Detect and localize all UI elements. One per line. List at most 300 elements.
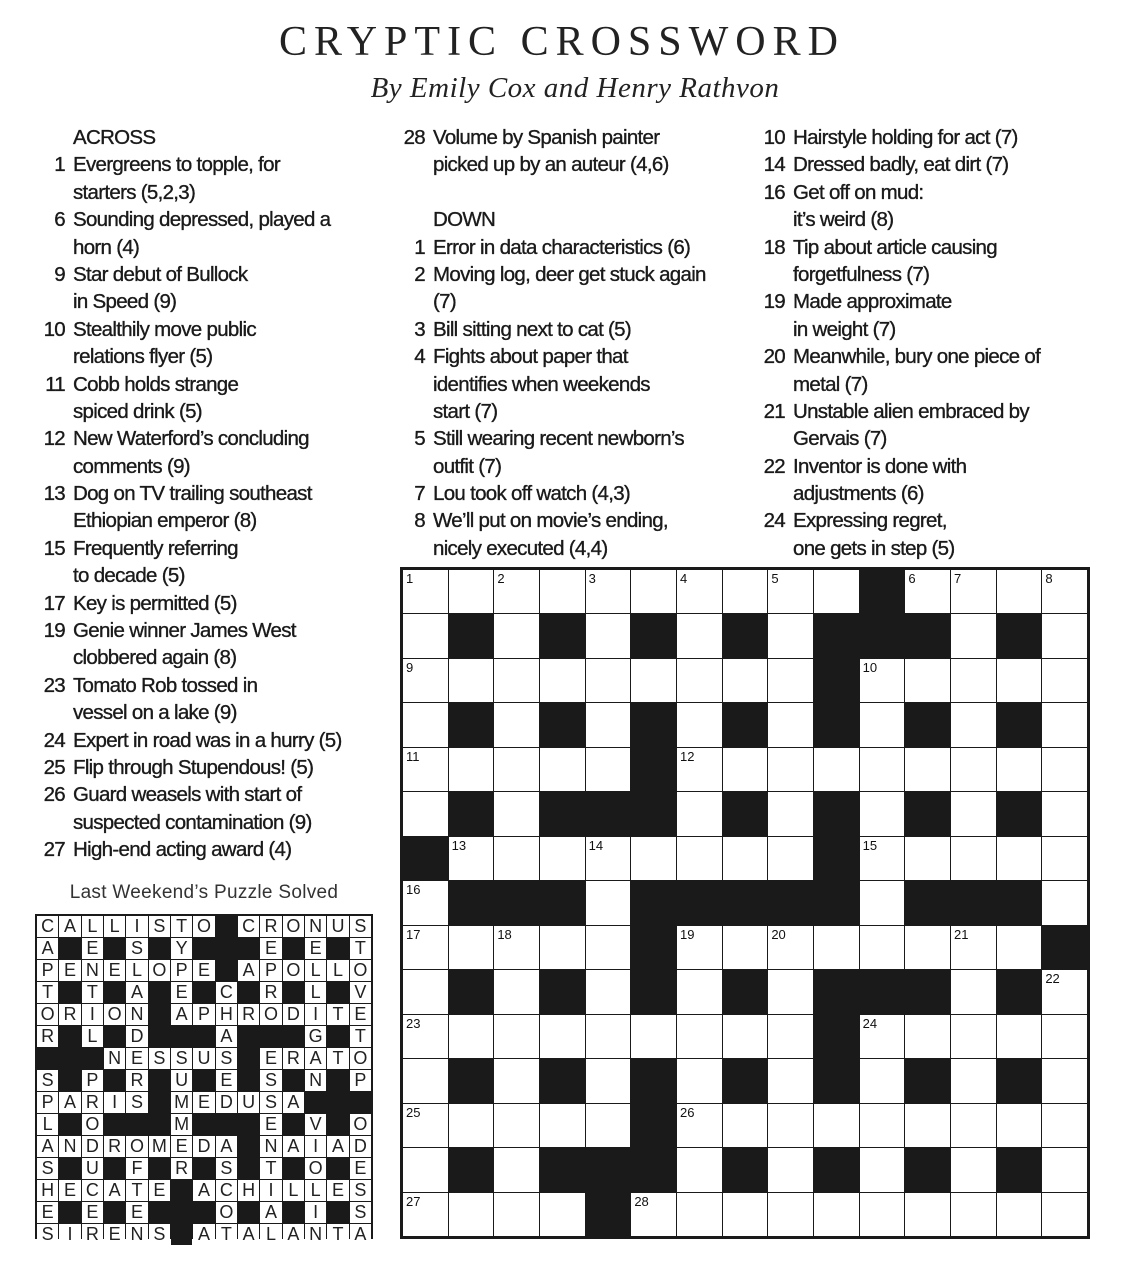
grid-cell[interactable] [723,748,768,791]
clue-across-6-line [35,234,395,261]
solved-block [283,1070,304,1091]
solved-cell: P [171,960,192,981]
grid-cell[interactable] [814,926,859,969]
grid-cell[interactable] [997,1104,1042,1147]
solved-block [238,1026,259,1047]
grid-cell[interactable] [449,1104,494,1147]
grid-cell[interactable] [677,1148,722,1191]
solved-block [283,938,304,959]
solved-cell: L [260,1224,281,1245]
grid-cell[interactable] [997,1015,1042,1058]
solved-cell: P [37,1092,58,1113]
grid-cell[interactable] [449,570,494,613]
solved-cell: S [260,1070,281,1091]
grid-block [997,881,1042,924]
grid-cell[interactable] [677,614,722,657]
grid-cell[interactable] [951,703,996,746]
grid-cell[interactable] [494,748,539,791]
grid-cell[interactable] [631,659,676,702]
solved-block [149,1158,170,1179]
grid-cell[interactable] [494,1104,539,1147]
grid-cell[interactable] [997,1193,1042,1236]
clue-down-22-line [755,453,1115,480]
grid-cell[interactable] [586,703,631,746]
solved-cell: T [327,1224,348,1245]
grid-cell[interactable] [768,659,813,702]
grid-cell[interactable] [768,570,813,613]
grid-block [997,1059,1042,1102]
clue-number: 19 [763,290,785,314]
grid-cell[interactable] [768,1148,813,1191]
grid-cell[interactable] [814,570,859,613]
grid-block [1042,926,1087,969]
clue-number: 16 [763,180,785,204]
solved-cell: O [305,1158,326,1179]
solved-block [327,1092,348,1113]
grid-cell[interactable] [540,659,585,702]
clue-text: Volume by Spanish painter [433,126,660,149]
grid-cell[interactable] [494,570,539,613]
grid-cell[interactable] [905,570,950,613]
grid-cell[interactable] [677,837,722,880]
grid-cell[interactable] [494,1059,539,1102]
solved-cell: L [104,916,125,937]
clue-section-line [35,124,395,151]
grid-cell[interactable] [631,837,676,880]
grid-cell[interactable] [951,926,996,969]
grid-cell[interactable] [403,614,448,657]
grid-cell[interactable] [494,792,539,835]
clue-text: Key is permitted (5) [73,591,237,615]
clue-text: Expressing regret, [793,509,947,533]
grid-cell[interactable] [677,970,722,1013]
grid-cell[interactable] [768,1015,813,1058]
clue-text: identifies when weekends [433,372,650,396]
grid-cell[interactable] [1042,1193,1087,1236]
grid-cell[interactable] [677,659,722,702]
clue-text: clobbered again (8) [73,646,237,670]
clue-number: 2 [414,262,425,286]
clue-text: Moving log, deer get stuck again [433,262,706,286]
grid-cell[interactable] [814,1104,859,1147]
solved-cell: R [37,1026,58,1047]
grid-cell[interactable] [951,1059,996,1102]
grid-cell[interactable] [860,881,905,924]
grid-block [631,970,676,1013]
grid-cell[interactable] [540,748,585,791]
grid-cell[interactable] [1042,1059,1087,1102]
solved-cell: O [350,1114,371,1135]
grid-cell[interactable] [494,970,539,1013]
grid-block [723,792,768,835]
grid-cell[interactable] [951,659,996,702]
clue-number: 19 [43,619,65,643]
clue-number: 1 [54,153,65,177]
clue-text: forgetfulness (7) [793,262,930,286]
grid-cell[interactable] [768,837,813,880]
solved-cell: S [37,1070,58,1091]
grid-block [631,792,676,835]
solved-cell: S [126,938,147,959]
grid-cell[interactable] [586,1104,631,1147]
grid-cell[interactable] [1042,970,1087,1013]
grid-block [814,837,859,880]
solved-block [216,916,237,937]
grid-block [997,1148,1042,1191]
grid-cell[interactable] [723,1193,768,1236]
grid-cell[interactable] [540,1193,585,1236]
solved-cell: A [283,1224,304,1245]
solved-cell: E [59,960,80,981]
clue-across-1-line [35,151,395,178]
clue-number: 1 [414,235,425,259]
cell-number: 26 [680,1104,695,1120]
clue-text: Star debut of Bullock [73,262,248,286]
solved-cell: E [260,1048,281,1069]
clue-text: Expert in road was in a hurry (5) [73,728,342,752]
grid-cell[interactable] [494,1193,539,1236]
grid-block [494,881,539,924]
grid-cell[interactable] [997,748,1042,791]
clue-across-26-line [35,809,395,836]
clue-text: Ethiopian emperor (8) [73,509,257,533]
clue-text: Genie winner James West [73,619,296,643]
solved-cell: N [126,1224,147,1245]
clue-number: 12 [43,427,65,451]
grid-cell[interactable] [997,837,1042,880]
clue-down-18-line [755,234,1115,261]
solved-cell: A [126,982,147,1003]
grid-cell[interactable] [905,1104,950,1147]
grid-block [814,1148,859,1191]
grid-cell[interactable] [586,570,631,613]
clue-text: Dressed badly, eat dirt (7) [793,153,1009,177]
grid-block [814,703,859,746]
solved-block [104,1026,125,1047]
grid-cell[interactable] [494,1148,539,1191]
grid-cell[interactable] [951,792,996,835]
grid-cell[interactable] [951,970,996,1013]
grid-cell[interactable] [723,659,768,702]
grid-cell[interactable] [403,1193,448,1236]
cell-number: 18 [497,926,512,942]
grid-cell[interactable] [403,703,448,746]
grid-cell[interactable] [677,1104,722,1147]
grid-cell[interactable] [1042,1148,1087,1191]
grid-cell[interactable] [814,748,859,791]
grid-cell[interactable] [1042,792,1087,835]
grid-cell[interactable] [677,1015,722,1058]
grid-cell[interactable] [768,748,813,791]
cell-number: 21 [954,926,969,942]
grid-cell[interactable] [768,1059,813,1102]
clue-down-2-line [395,261,755,288]
grid-cell[interactable] [449,1193,494,1236]
clue-across-12-line [35,425,395,452]
solved-block [104,938,125,959]
solved-block [238,1136,259,1157]
grid-cell[interactable] [951,837,996,880]
solved-cell: T [171,916,192,937]
grid-cell[interactable] [586,1015,631,1058]
solved-block [327,1202,348,1223]
grid-cell[interactable] [677,926,722,969]
clue-text: (7) [433,290,456,314]
solved-cell: S [260,1092,281,1113]
grid-cell[interactable] [1042,881,1087,924]
clue-down-2-line [395,288,755,315]
grid-block [631,1059,676,1102]
grid-cell[interactable] [677,1059,722,1102]
grid-cell[interactable] [860,1015,905,1058]
solved-cell: U [193,1048,214,1069]
cell-number: 16 [406,882,421,898]
solved-cell: E [104,960,125,981]
grid-cell[interactable] [768,970,813,1013]
grid-cell[interactable] [494,614,539,657]
grid-cell[interactable] [494,837,539,880]
grid-block [449,792,494,835]
clue-number: 22 [763,454,785,478]
cell-number: 15 [862,837,878,853]
solved-cell: S [149,1048,170,1069]
grid-block [723,703,768,746]
grid-cell[interactable] [449,837,494,880]
clue-number: 24 [763,509,785,533]
grid-cell[interactable] [403,1148,448,1191]
grid-cell[interactable] [1042,659,1087,702]
solved-block [149,938,170,959]
solved-cell: O [193,916,214,937]
grid-cell[interactable] [494,659,539,702]
grid-cell[interactable] [403,1104,448,1147]
solved-cell: E [126,1048,147,1069]
clue-across-11-line [35,398,395,425]
grid-cell[interactable] [449,926,494,969]
solved-cell: H [238,1180,259,1201]
solved-cell: T [327,1004,348,1025]
grid-cell[interactable] [677,748,722,791]
grid-cell[interactable] [1042,1015,1087,1058]
clue-across-13-line [35,480,395,507]
grid-cell[interactable] [768,1104,813,1147]
grid-cell[interactable] [860,748,905,791]
grid-cell[interactable] [586,970,631,1013]
solved-cell: E [350,1004,371,1025]
solved-cell: T [82,982,103,1003]
grid-cell[interactable] [814,1193,859,1236]
solved-block [59,1070,80,1091]
clue-text: We’ll put on movie’s ending, [433,509,668,533]
grid-cell[interactable] [540,926,585,969]
grid-cell[interactable] [403,881,448,924]
grid-cell[interactable] [1042,570,1087,613]
grid-block [905,1059,950,1102]
grid-cell[interactable] [723,1104,768,1147]
grid-cell[interactable] [860,1059,905,1102]
grid-cell[interactable] [951,748,996,791]
grid-cell[interactable] [768,792,813,835]
grid-cell[interactable] [403,748,448,791]
clue-down-4-line [395,343,755,370]
grid-cell[interactable] [997,570,1042,613]
grid-cell[interactable] [449,1015,494,1058]
solved-block [149,1070,170,1091]
grid-cell[interactable] [723,837,768,880]
grid-cell[interactable] [768,614,813,657]
solved-cell: L [37,1114,58,1135]
grid-cell[interactable] [905,1193,950,1236]
grid-cell[interactable] [586,659,631,702]
grid-cell[interactable] [449,748,494,791]
clue-text: Meanwhile, bury one piece of [793,345,1041,369]
grid-cell[interactable] [677,792,722,835]
grid-cell[interactable] [403,659,448,702]
grid-cell[interactable] [540,570,585,613]
solved-block [104,982,125,1003]
solved-cell: E [171,982,192,1003]
solved-block [193,1202,214,1223]
grid-cell[interactable] [905,926,950,969]
grid-cell[interactable] [403,970,448,1013]
clue-number: 10 [43,317,65,341]
solved-block [193,1158,214,1179]
grid-cell[interactable] [677,703,722,746]
grid-cell[interactable] [723,1015,768,1058]
grid-cell[interactable] [905,748,950,791]
grid-cell[interactable] [586,881,631,924]
grid-cell[interactable] [997,659,1042,702]
grid-cell[interactable] [860,1104,905,1147]
grid-cell[interactable] [540,1104,585,1147]
cell-number: 19 [680,926,695,942]
clue-text: Hairstyle holding for act (7) [793,126,1018,149]
grid-cell[interactable] [723,926,768,969]
cell-number: 22 [1045,971,1060,987]
grid-cell[interactable] [586,614,631,657]
clue-across-12-line [35,453,395,480]
solved-cell: A [59,1092,80,1113]
clue-across-28-line [395,151,755,178]
clue-down-8-line [395,535,755,562]
solved-cell: U [82,1158,103,1179]
grid-cell[interactable] [586,926,631,969]
solved-block [171,1026,192,1047]
cell-number: 3 [588,571,596,586]
solved-cell: E [37,1202,58,1223]
grid-cell[interactable] [403,926,448,969]
last-weekend-solved-grid [35,914,373,1244]
grid-cell[interactable] [449,659,494,702]
grid-cell[interactable] [494,1015,539,1058]
grid-block [631,703,676,746]
solved-cell: S [216,1158,237,1179]
grid-cell[interactable] [860,837,905,880]
grid-cell[interactable] [860,1148,905,1191]
grid-cell[interactable] [1042,748,1087,791]
grid-cell[interactable] [540,1015,585,1058]
grid-cell[interactable] [494,926,539,969]
solved-block [104,1070,125,1091]
grid-cell[interactable] [1042,614,1087,657]
grid-cell[interactable] [586,837,631,880]
grid-cell[interactable] [951,1015,996,1058]
section-heading: ACROSS [73,126,156,149]
grid-block [860,614,905,657]
grid-cell[interactable] [768,1193,813,1236]
grid-cell[interactable] [951,614,996,657]
clue-text: suspected contamination (9) [73,810,312,834]
grid-block [905,792,950,835]
grid-cell[interactable] [951,570,996,613]
grid-block [586,1148,631,1191]
grid-cell[interactable] [860,1193,905,1236]
grid-cell[interactable] [768,926,813,969]
solved-block [149,1202,170,1223]
clue-down-21-line [755,425,1115,452]
solved-cell: E [216,1070,237,1091]
solved-block [59,1202,80,1223]
grid-cell[interactable] [677,570,722,613]
grid-cell[interactable] [951,1104,996,1147]
grid-cell[interactable] [768,703,813,746]
clue-text: outfit (7) [433,454,502,478]
grid-cell[interactable] [860,659,905,702]
cell-number: 20 [771,926,786,942]
grid-cell[interactable] [997,926,1042,969]
grid-cell[interactable] [951,1148,996,1191]
clue-text: it’s weird (8) [793,208,894,232]
clue-number: 20 [763,345,785,369]
clue-text: to decade (5) [73,564,185,588]
grid-cell[interactable] [631,1193,676,1236]
grid-cell[interactable] [494,703,539,746]
clue-across-19-line [35,617,395,644]
solved-cell: A [283,1136,304,1157]
grid-cell[interactable] [1042,703,1087,746]
grid-cell[interactable] [403,1015,448,1058]
grid-block [540,703,585,746]
solved-block [104,1114,125,1135]
solved-block [327,938,348,959]
grid-cell[interactable] [723,570,768,613]
grid-cell[interactable] [403,792,448,835]
solved-block [283,982,304,1003]
grid-cell[interactable] [905,659,950,702]
grid-cell[interactable] [540,837,585,880]
grid-cell[interactable] [403,570,448,613]
grid-cell[interactable] [860,703,905,746]
solved-block [149,1092,170,1113]
grid-cell[interactable] [677,1193,722,1236]
grid-cell[interactable] [631,570,676,613]
grid-cell[interactable] [905,1015,950,1058]
solved-block [193,938,214,959]
solved-cell: A [37,938,58,959]
grid-cell[interactable] [860,926,905,969]
grid-cell[interactable] [905,837,950,880]
grid-cell[interactable] [1042,837,1087,880]
grid-cell[interactable] [951,1193,996,1236]
grid-cell[interactable] [631,1015,676,1058]
clue-across-17-line [35,590,395,617]
solved-cell: U [327,916,348,937]
grid-cell[interactable] [403,1059,448,1102]
grid-cell[interactable] [860,792,905,835]
grid-cell[interactable] [586,1059,631,1102]
grid-cell[interactable] [1042,1104,1087,1147]
grid-cell[interactable] [586,748,631,791]
